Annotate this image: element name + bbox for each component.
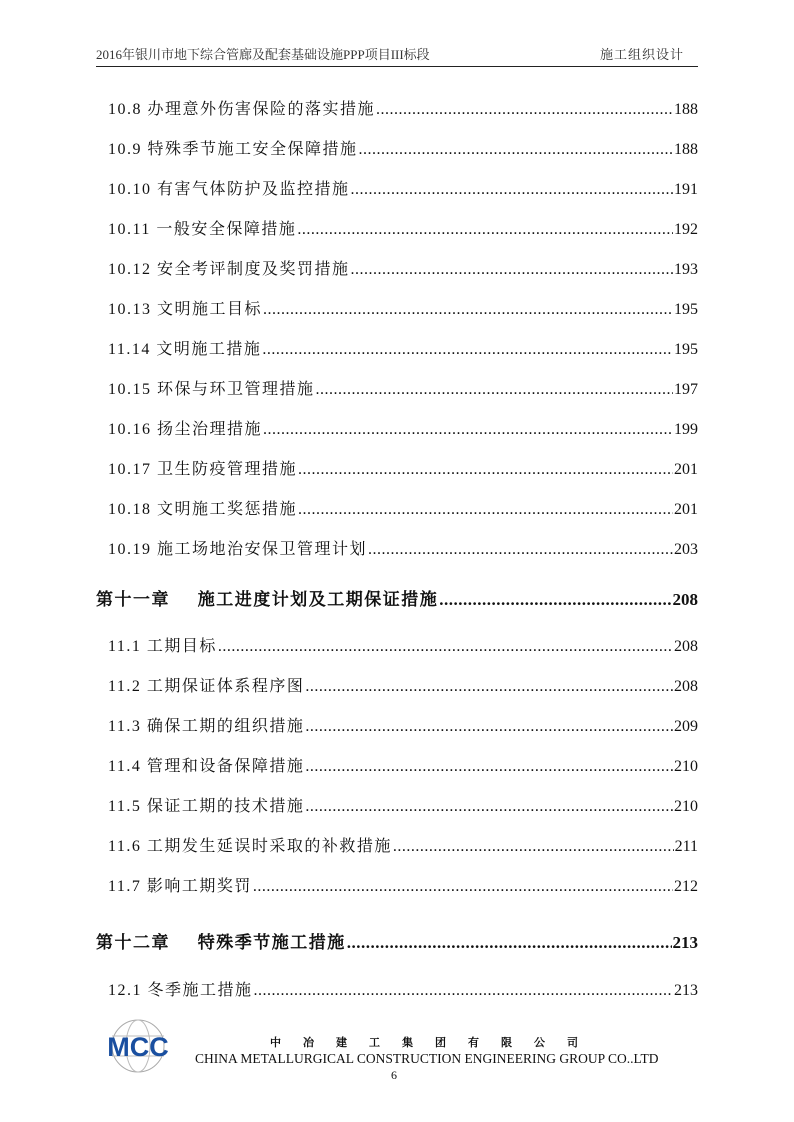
dot-leader bbox=[305, 787, 673, 827]
entry-title: 施工场地治安保卫管理计划 bbox=[157, 541, 368, 558]
toc-entry[interactable] bbox=[96, 370, 698, 410]
page-number: 6 bbox=[391, 1068, 397, 1082]
mcc-logo bbox=[103, 1018, 173, 1074]
entry-page: 212 bbox=[674, 878, 698, 895]
entry-title: 影响工期奖罚 bbox=[146, 878, 252, 895]
entry-title: 管理和设备保障措施 bbox=[146, 758, 305, 775]
entry-page: 193 bbox=[674, 261, 698, 278]
entry-page: 203 bbox=[674, 541, 698, 558]
entry-page: 213 bbox=[674, 982, 698, 999]
entry-page: 192 bbox=[674, 221, 698, 238]
entry-page: 210 bbox=[674, 798, 698, 815]
toc-chapter-entry[interactable] bbox=[96, 923, 698, 963]
entry-number: 11.2 bbox=[108, 678, 142, 695]
toc-entry[interactable] bbox=[96, 170, 698, 210]
page-header bbox=[96, 40, 698, 67]
entry-title: 办理意外伤害保险的落实措施 bbox=[147, 101, 376, 118]
entry-number: 11.6 bbox=[108, 838, 142, 855]
dot-leader bbox=[368, 530, 673, 570]
entry-page: 195 bbox=[674, 301, 698, 318]
toc-entry[interactable] bbox=[96, 410, 698, 450]
table-of-contents bbox=[96, 90, 698, 1011]
dot-leader bbox=[347, 923, 672, 963]
entry-title: 有害气体防护及监控措施 bbox=[157, 181, 350, 198]
dot-leader bbox=[263, 410, 673, 450]
dot-leader bbox=[254, 971, 673, 1011]
entry-page: 208 bbox=[672, 590, 698, 609]
toc-entry[interactable] bbox=[96, 530, 698, 570]
company-name-cn: 中冶建工集团有限公司 bbox=[270, 1037, 600, 1049]
dot-leader bbox=[218, 627, 673, 667]
company-name-en: CHINA METALLURGICAL CONSTRUCTION ENGINEERING GROUP CO..LTD bbox=[195, 1051, 659, 1066]
entry-title: 特殊季节施工安全保障措施 bbox=[147, 141, 358, 158]
entry-page: 213 bbox=[672, 933, 698, 952]
entry-number: 10.13 bbox=[108, 301, 152, 318]
entry-page: 188 bbox=[674, 141, 698, 158]
dot-leader bbox=[439, 580, 671, 620]
entry-title: 保证工期的技术措施 bbox=[146, 798, 305, 815]
entry-number: 11.7 bbox=[108, 878, 142, 895]
entry-number: 11.1 bbox=[108, 638, 142, 655]
dot-leader bbox=[253, 867, 673, 907]
entry-number: 10.15 bbox=[108, 381, 152, 398]
entry-number: 10.9 bbox=[108, 141, 142, 158]
entry-number: 10.17 bbox=[108, 461, 152, 478]
toc-entry[interactable] bbox=[96, 867, 698, 907]
toc-chapter-entry[interactable] bbox=[96, 580, 698, 620]
dot-leader bbox=[351, 170, 673, 210]
entry-title: 确保工期的组织措施 bbox=[146, 718, 305, 735]
toc-entry[interactable] bbox=[96, 667, 698, 707]
entry-page: 199 bbox=[674, 421, 698, 438]
toc-entry[interactable] bbox=[96, 250, 698, 290]
entry-number: 10.12 bbox=[108, 261, 152, 278]
entry-title: 工期保证体系程序图 bbox=[146, 678, 305, 695]
toc-entry[interactable] bbox=[96, 290, 698, 330]
toc-entry[interactable] bbox=[96, 827, 698, 867]
dot-leader bbox=[351, 250, 673, 290]
entry-number: 11.5 bbox=[108, 798, 142, 815]
toc-entry[interactable] bbox=[96, 330, 698, 370]
entry-page: 209 bbox=[674, 718, 698, 735]
toc-entry[interactable] bbox=[96, 130, 698, 170]
entry-page: 201 bbox=[674, 461, 698, 478]
entry-number: 10.10 bbox=[108, 181, 152, 198]
toc-entry[interactable] bbox=[96, 747, 698, 787]
entry-number: 10.11 bbox=[108, 221, 151, 238]
entry-title: 文明施工措施 bbox=[156, 341, 262, 358]
entry-number: 第十一章 bbox=[96, 590, 170, 609]
entry-number: 10.8 bbox=[108, 101, 142, 118]
entry-title: 环保与环卫管理措施 bbox=[157, 381, 315, 398]
entry-title: 施工进度计划及工期保证措施 bbox=[197, 590, 439, 609]
toc-entry[interactable] bbox=[96, 210, 698, 250]
dot-leader bbox=[305, 747, 673, 787]
entry-page: 195 bbox=[674, 341, 698, 358]
toc-entry[interactable] bbox=[96, 971, 698, 1011]
toc-entry[interactable] bbox=[96, 707, 698, 747]
entry-number: 11.3 bbox=[108, 718, 142, 735]
entry-page: 201 bbox=[674, 501, 698, 518]
entry-page: 208 bbox=[674, 678, 698, 695]
entry-title: 工期目标 bbox=[146, 638, 217, 655]
dot-leader bbox=[298, 450, 673, 490]
entry-page: 211 bbox=[674, 838, 698, 855]
header-title: 2016年银川市地下综合管廊及配套基础设施PPP项目III标段 bbox=[96, 47, 430, 62]
entry-page: 208 bbox=[674, 638, 698, 655]
svg-text:MCC: MCC bbox=[107, 1032, 169, 1062]
dot-leader bbox=[305, 707, 673, 747]
dot-leader bbox=[305, 667, 673, 707]
toc-entry[interactable] bbox=[96, 90, 698, 130]
page-footer bbox=[0, 1010, 794, 1090]
toc-entry[interactable] bbox=[96, 450, 698, 490]
dot-leader bbox=[316, 370, 673, 410]
entry-title: 文明施工奖惩措施 bbox=[157, 501, 298, 518]
entry-page: 210 bbox=[674, 758, 698, 775]
entry-number: 11.14 bbox=[108, 341, 151, 358]
entry-number: 10.16 bbox=[108, 421, 152, 438]
toc-entry[interactable] bbox=[96, 627, 698, 667]
entry-title: 安全考评制度及奖罚措施 bbox=[157, 261, 350, 278]
entry-page: 191 bbox=[674, 181, 698, 198]
header-section: 施工组织设计 bbox=[599, 47, 684, 62]
entry-title: 卫生防疫管理措施 bbox=[157, 461, 298, 478]
entry-number: 10.18 bbox=[108, 501, 152, 518]
entry-title: 文明施工目标 bbox=[157, 301, 263, 318]
entry-page: 188 bbox=[674, 101, 698, 118]
entry-title: 一般安全保障措施 bbox=[156, 221, 297, 238]
entry-title: 冬季施工措施 bbox=[147, 982, 253, 999]
entry-title: 扬尘治理措施 bbox=[157, 421, 263, 438]
dot-leader bbox=[297, 210, 673, 250]
dot-leader bbox=[263, 290, 673, 330]
entry-number: 11.4 bbox=[108, 758, 142, 775]
entry-title: 工期发生延误时采取的补救措施 bbox=[146, 838, 392, 855]
entry-number: 第十二章 bbox=[96, 933, 170, 952]
dot-leader bbox=[359, 130, 673, 170]
entry-page: 197 bbox=[674, 381, 698, 398]
toc-entry[interactable] bbox=[96, 490, 698, 530]
dot-leader bbox=[393, 827, 674, 867]
dot-leader bbox=[262, 330, 673, 370]
dot-leader bbox=[298, 490, 673, 530]
dot-leader bbox=[376, 90, 673, 130]
entry-number: 10.19 bbox=[108, 541, 152, 558]
entry-number: 12.1 bbox=[108, 982, 142, 999]
toc-entry[interactable] bbox=[96, 787, 698, 827]
entry-title: 特殊季节施工措施 bbox=[197, 933, 346, 952]
